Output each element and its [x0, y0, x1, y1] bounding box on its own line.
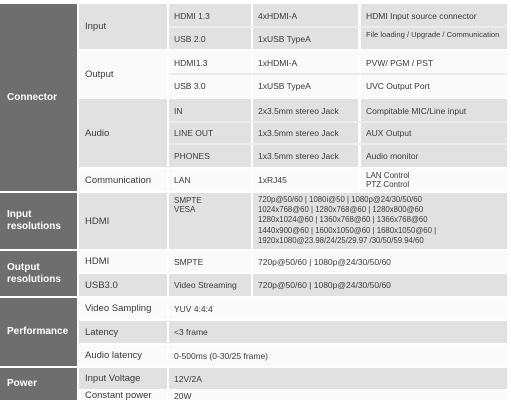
input-desc-1: HDMI Input source connector — [366, 11, 477, 21]
output-type-2: USB 3.0 — [174, 80, 206, 91]
input-type-2: USB 2.0 — [174, 33, 206, 44]
column-separator — [167, 298, 169, 400]
sub-label-input-res-hdmi: HDMI — [85, 215, 110, 227]
label-constant-power: Constant power — [85, 391, 152, 400]
sub-label-output-res-hdmi: HDMI — [85, 256, 110, 267]
column-separator — [358, 4, 361, 191]
value-video-sampling: YUV 4:4:4 — [174, 303, 213, 314]
output-res-usb-formats: 720p@50/60 | 1080p@24/30/50/60 — [258, 280, 391, 290]
label-audio-latency: Audio latency — [85, 350, 143, 361]
audio-type-2: LINE OUT — [174, 128, 214, 138]
communication-connector-1: 1xRJ45 — [258, 175, 287, 185]
communication-desc-1: LAN Control PTZ Control — [366, 171, 410, 189]
value-input-voltage: 12V/2A — [174, 373, 202, 384]
input-connector-2: 1xUSB TypeA — [258, 33, 311, 44]
sub-label-input: Input — [85, 21, 107, 32]
row-separator — [169, 143, 507, 145]
output-type-1: HDMI1.3 — [174, 58, 208, 68]
row-separator — [169, 26, 507, 28]
value-latency: <3 frame — [174, 327, 208, 337]
audio-connector-1: 2x3.5mm stereo Jack — [258, 105, 339, 116]
section-performance: Performance — [0, 298, 77, 366]
audio-connector-3: 1x3.5mm stereo Jack — [258, 150, 339, 161]
output-connector-2: 1xUSB TypeA — [258, 80, 311, 91]
output-connector-1: 1xHDMI-A — [258, 58, 298, 68]
label-latency: Latency — [85, 326, 119, 338]
output-res-hdmi-standard: SMPTE — [174, 256, 204, 267]
audio-desc-3: Audio monitor — [366, 150, 419, 161]
input-res-formats: 720p@50/60 | 1080i@50 | 1080p@24/30/50/60 1024x768@60 | 1280x768@60 | 1280x800@60 1280x1024@60 | 1360x768@60 | 1366x768@60 1440x900@60 | 1600x1050@60 | 1680x1050@60 | 1920x1080@23.98/24/25/29.97 /30/50/59.94/60 — [258, 195, 437, 245]
row-separator — [169, 121, 507, 123]
sub-label-audio: Audio — [85, 127, 110, 139]
label-video-sampling: Video Sampling — [85, 303, 152, 314]
output-res-usb-standard: Video Streaming — [174, 280, 237, 290]
sub-label-communication: Communication — [85, 174, 151, 186]
column-separator — [251, 4, 253, 249]
sub-label-output-res-usb: USB3.0 — [85, 279, 118, 291]
input-desc-2: File loading / Upgrade / Communication — [366, 30, 500, 39]
output-desc-2: UVC Output Port — [366, 80, 430, 91]
output-desc-1: PVW/ PGM / PST — [366, 58, 434, 68]
input-connector-1: 4xHDMI-A — [258, 11, 298, 21]
sub-label-output: Output — [85, 68, 114, 80]
input-type-1: HDMI 1.3 — [174, 11, 210, 21]
section-power: Power — [0, 368, 77, 400]
label-input-voltage: Input Voltage — [85, 373, 141, 384]
input-res-standard: SMPTE VESA — [174, 196, 202, 214]
value-constant-power: 20W — [174, 391, 192, 400]
communication-type-1: LAN — [174, 175, 191, 185]
section-connector: Connector — [0, 4, 77, 191]
audio-type-3: PHONES — [174, 150, 210, 161]
audio-desc-2: AUX Output — [366, 128, 412, 138]
section-input-resolutions: Input resolutions — [0, 193, 77, 249]
row-separator — [169, 73, 507, 75]
audio-type-1: IN — [174, 105, 183, 116]
column-separator — [167, 4, 169, 296]
section-output-resolutions: Output resolutions — [0, 251, 77, 296]
column-separator — [251, 251, 253, 296]
value-audio-latency: 0-500ms (0-30/25 frame) — [174, 350, 269, 361]
audio-desc-1: Compitable MIC/Line input — [366, 105, 467, 116]
output-res-hdmi-formats: 720p@50/60 | 1080p@24/30/50/60 — [258, 256, 391, 267]
audio-connector-2: 1x3.5mm stereo Jack — [258, 128, 339, 138]
